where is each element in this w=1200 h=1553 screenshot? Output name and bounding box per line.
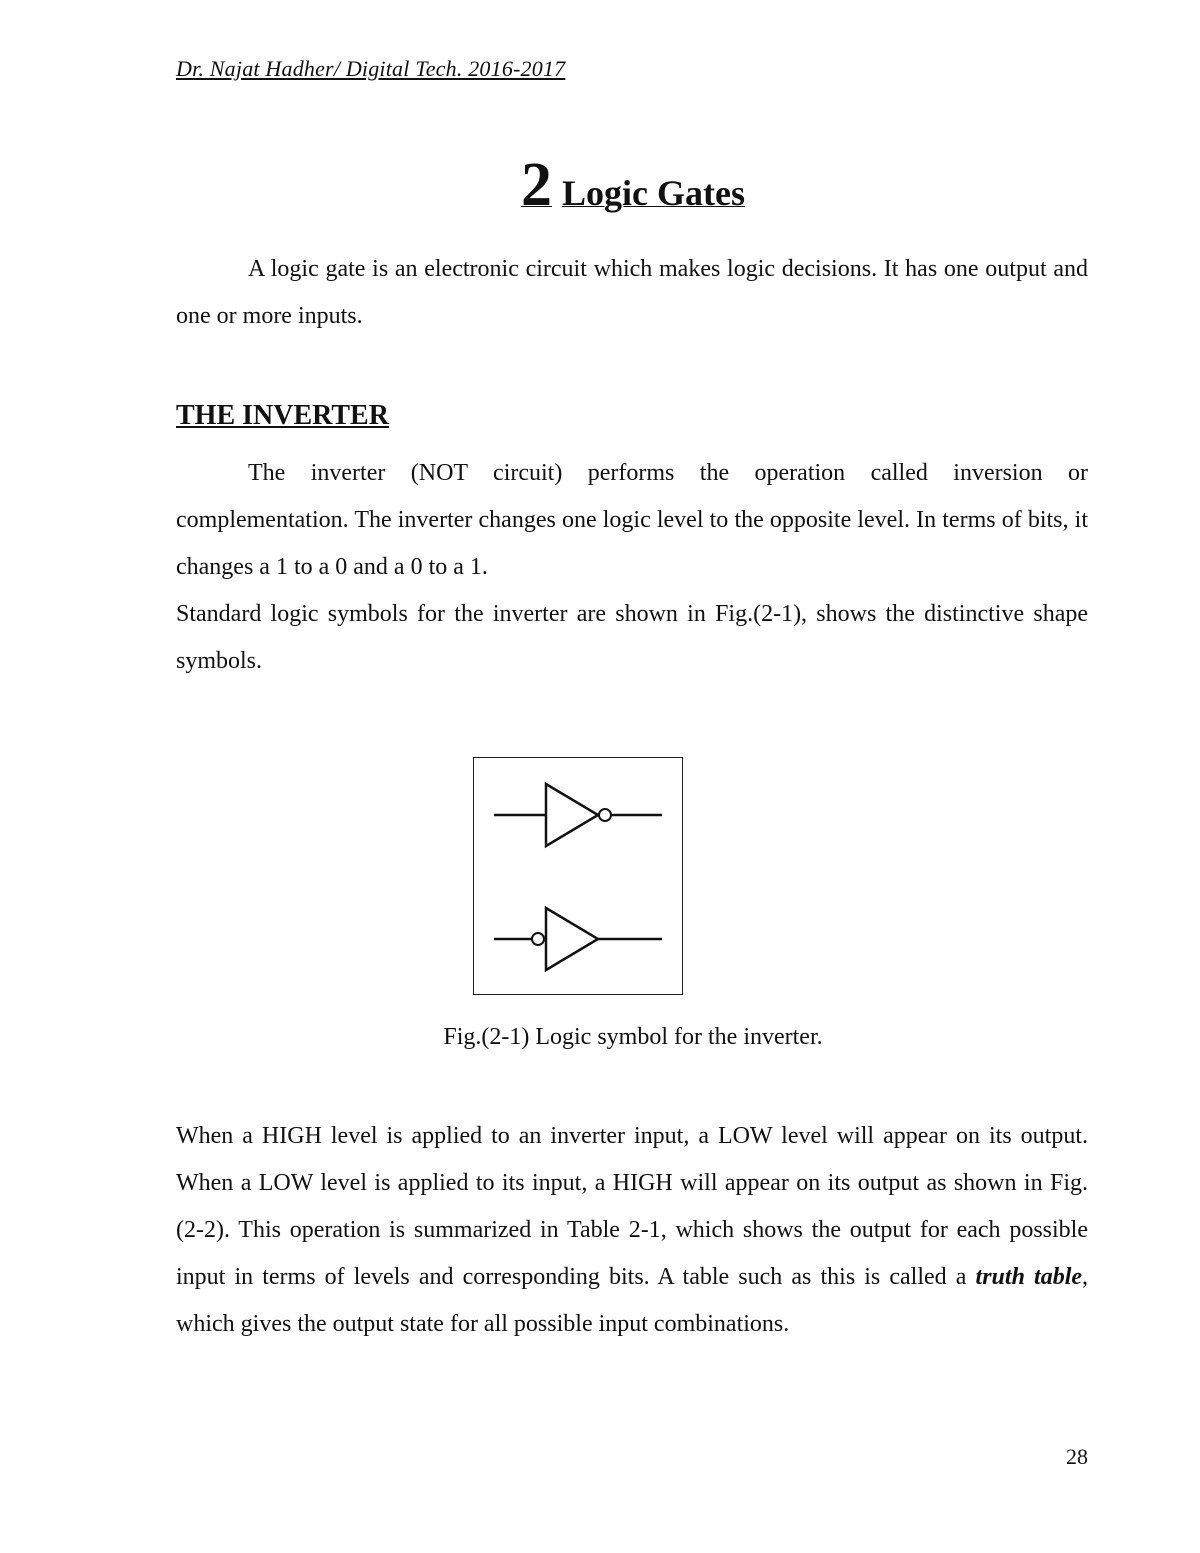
inverter-figure (473, 757, 683, 995)
section-heading: THE INVERTER (176, 400, 389, 431)
inverter-symbols-drawing (474, 758, 684, 996)
truth-table-term: truth table (975, 1264, 1083, 1290)
intro-paragraph: A logic gate is an electronic circuit which makes logic decisions. It has one output and one or more inputs. (176, 256, 1088, 329)
chapter-title (0, 150, 1200, 221)
paragraph-text-1: When a HIGH level is applied to an inverter input, a LOW level will appear on its output. When a LOW level is applied to its input, a HIGH will appear on its output as shown in Fig.(2-2). This operation is summarized in Table 2-1, which shows the output for each possible input in terms of levels and corresponding bits. A table such as this is called a (176, 1123, 1088, 1290)
inverter-input-bubble-symbol (494, 908, 662, 970)
figure-caption: Fig.(2-1) Logic symbol for the inverter. (443, 1024, 823, 1050)
chapter-title-text: Logic Gates (562, 173, 745, 213)
symbols-paragraph: Standard logic symbols for the inverter are shown in Fig.(2-1), shows the distinctive shape symbols. (176, 601, 1088, 674)
running-header: Dr. Najat Hadher/ Digital Tech. 2016-2017 (176, 56, 566, 81)
page-number: 28 (1066, 1444, 1088, 1469)
paragraph-text-2: , which gives the output state for all possible input combinations. (176, 1264, 1089, 1337)
chapter-number: 2 (521, 151, 552, 219)
inverter-paragraph: The inverter (NOT circuit) performs the operation called inversion or complementation. The inverter changes one logic level to the opposite level. In terms of bits, it changes a 1 to a 0 and a 0 to a 1. (176, 460, 1088, 580)
truth-table-paragraph (176, 1113, 1088, 1348)
inverter-output-bubble-symbol (494, 784, 662, 846)
